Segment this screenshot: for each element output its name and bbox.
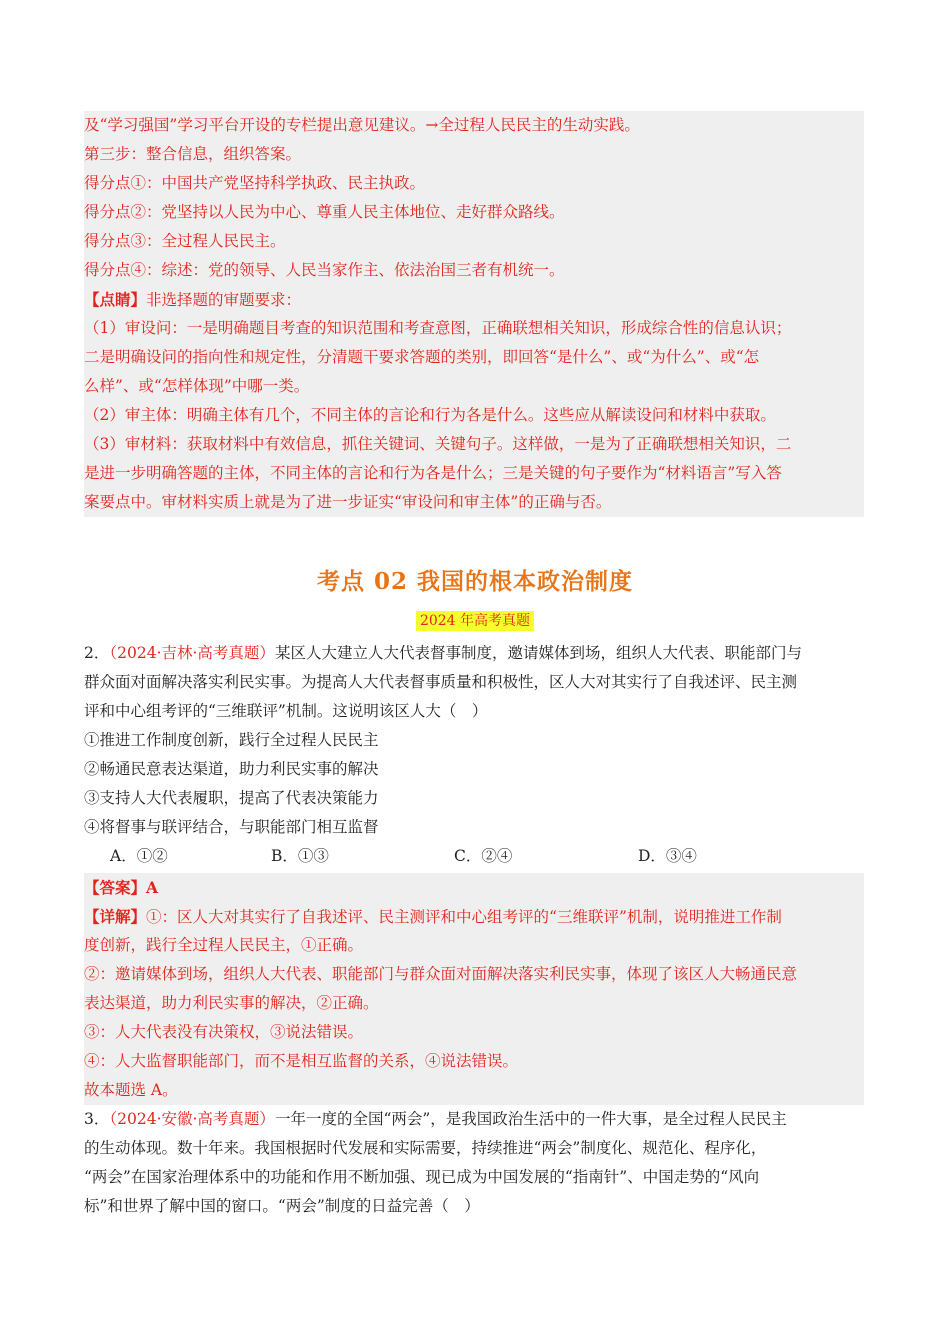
- answer-line: [84, 873, 864, 902]
- question-stem-line: 的生动体现。数十年来。我国根据时代发展和实际需要，持续推进“两会”制度化、规范化、程序化，: [84, 1139, 767, 1157]
- analysis-block: [84, 111, 864, 517]
- question-2-first-line: [84, 639, 864, 668]
- tip-line: （2）审主体：明确主体有几个，不同主体的言论和行为各是什么。这些应从解读设问和材料中获取。: [84, 406, 776, 424]
- statement-item: ③支持人大代表履职，提高了代表决策能力: [84, 789, 379, 807]
- question-stem-line: “两会”在国家治理体系中的功能和作用不断加强、现已成为中国发展的“指南针”、中国走势的“风向: [84, 1168, 760, 1186]
- answer-value: A: [146, 878, 159, 897]
- section-title: 考点 02 我国的根本政治制度: [316, 568, 634, 595]
- question-3: [84, 1105, 864, 1221]
- detail-line: ④：人大监督职能部门，而不是相互监督的关系，④说法错误。: [84, 1052, 519, 1070]
- tip-text: 非选择题的审题要求：: [146, 291, 302, 309]
- tip-line: （1）审设问：一是明确题目考查的知识范围和考查意图，正确联想相关知识，形成综合性的信息认识；: [84, 319, 792, 337]
- detail-line: 表达渠道，助力利民实事的解决，②正确。: [84, 994, 379, 1012]
- analysis-line: 得分点②：党坚持以人民为中心、尊重人民主体地位、走好群众路线。: [84, 203, 565, 221]
- question-2: [84, 639, 864, 871]
- question-stem: 某区人大建立人大代表督事制度，邀请媒体到场，组织人大代表、职能部门与: [274, 644, 802, 662]
- section-subtitle: 2024 年高考真题: [416, 611, 534, 631]
- question-stem: 一年一度的全国“两会”，是我国政治生活中的一件大事，是全过程人民民主: [274, 1110, 787, 1128]
- question-stem-line: 评和中心组考评的“三维联评”机制。这说明该区人大（ ）: [84, 702, 488, 720]
- tip-line: 案要点中。审材料实质上就是为了进一步证实“审设问和审主体”的正确与否。: [84, 493, 612, 511]
- tip-label: 【点睛】: [84, 290, 147, 309]
- answer-options: [84, 842, 864, 871]
- question-stem-line: 群众面对面解决落实利民实事。为提高人大代表督事质量和积极性，区人大对其实行了自我述评、民主测: [84, 673, 798, 691]
- analysis-line: 得分点③：全过程人民民主。: [84, 232, 286, 250]
- question-source: （2024·吉林·高考真题）: [109, 644, 275, 662]
- analysis-line: 得分点④：综述：党的领导、人民当家作主、依法治国三者有机统一。: [84, 261, 565, 279]
- section-subtitle-wrap: [0, 611, 950, 631]
- statement-item: ①推进工作制度创新，践行全过程人民民主: [84, 731, 379, 749]
- question-stem-line: 标”和世界了解中国的窗口。“两会”制度的日益完善（ ）: [84, 1197, 480, 1215]
- detail-line: 度创新，践行全过程人民民主，①正确。: [84, 936, 364, 954]
- tip-heading: [84, 285, 864, 314]
- tip-line: （3）审材料：获取材料中有效信息，抓住关键词、关键句子。这样做，一是为了正确联想相关知识，二: [84, 435, 792, 453]
- detail-label: 【详解】: [84, 907, 147, 926]
- statement-item: ④将督事与联评结合，与职能部门相互监督: [84, 818, 379, 836]
- detail-line: 故本题选 A。: [84, 1081, 178, 1099]
- analysis-line: 第三步：整合信息，组织答案。: [84, 145, 302, 163]
- answer-label: 【答案】: [84, 878, 147, 897]
- analysis-line: 及“学习强国”学习平台开设的专栏提出意见建议。→全过程人民民主的生动实践。: [84, 116, 640, 134]
- question-number: 3．: [84, 1110, 110, 1128]
- option-d[interactable]: D．③④: [638, 847, 697, 865]
- question-source: （2024·安徽·高考真题）: [109, 1110, 275, 1128]
- tip-line: 二是明确设问的指向性和规定性，分清题干要求答题的类别，即回答“是什么”、或“为什么”、或“怎: [84, 348, 760, 366]
- answer-block: [84, 873, 864, 1105]
- tip-line: 是进一步明确答题的主体，不同主体的言论和行为各是什么；三是关键的句子要作为“材料语言”写入答: [84, 464, 782, 482]
- detail-first-line: [84, 902, 864, 931]
- option-b[interactable]: B．①③: [271, 847, 329, 865]
- statement-item: ②畅通民意表达渠道，助力利民实事的解决: [84, 760, 379, 778]
- detail-line: ③：人大代表没有决策权，③说法错误。: [84, 1023, 364, 1041]
- tip-line: 么样”、或“怎样体现”中哪一类。: [84, 377, 310, 395]
- option-c[interactable]: C．②④: [454, 847, 513, 865]
- question-number: 2．: [84, 644, 110, 662]
- detail-text: ①：区人大对其实行了自我述评、民主测评和中心组考评的“三维联评”机制，说明推进工作制: [146, 908, 782, 926]
- analysis-line: 得分点①：中国共产党坚持科学执政、民主执政。: [84, 174, 426, 192]
- option-a[interactable]: A．①②: [110, 847, 168, 865]
- question-3-first-line: [84, 1105, 864, 1134]
- detail-line: ②：邀请媒体到场，组织人大代表、职能部门与群众面对面解决落实利民实事，体现了该区人大畅通民意: [84, 965, 798, 983]
